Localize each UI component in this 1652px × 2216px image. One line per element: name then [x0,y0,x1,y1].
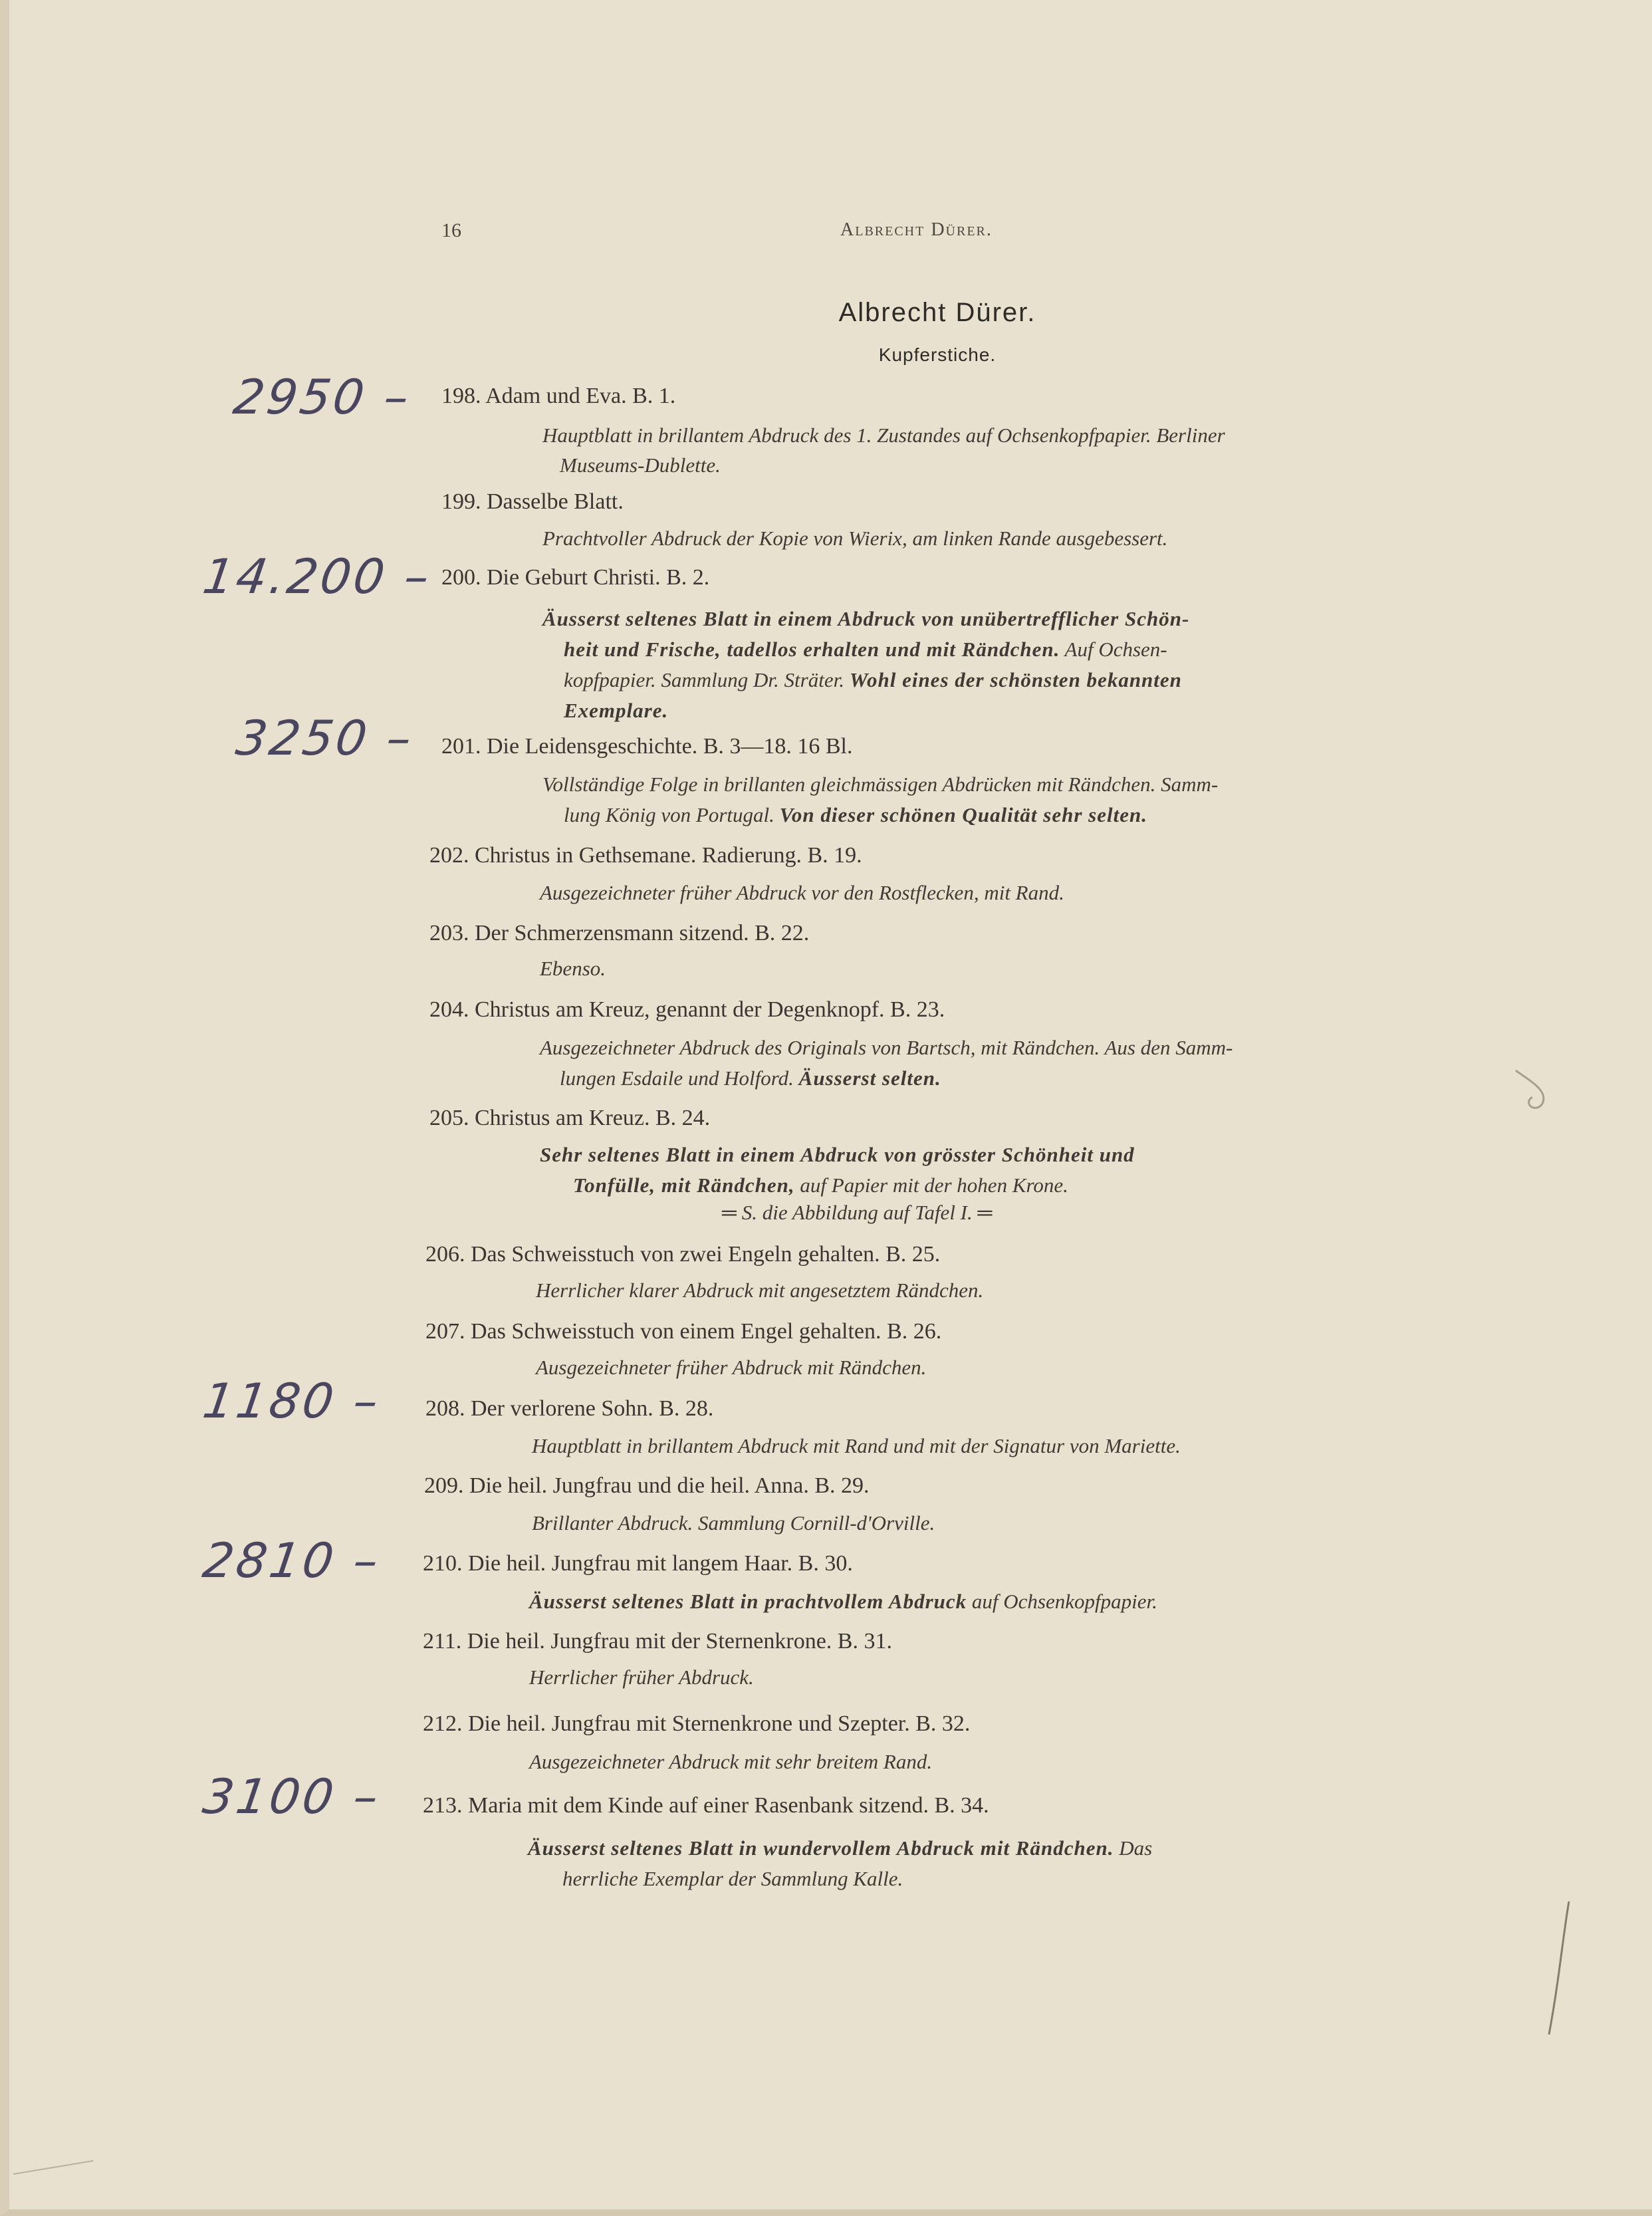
price-annotation: 3250 – [233,710,418,766]
entry-description: Hauptblatt in brillantem Abdruck des 1. Zustandes auf Ochsenkopfpapier. Berliner [542,424,1225,447]
entry-description: Museums-Dublette. [560,453,721,477]
section-title: Albrecht Dürer. [838,298,1036,327]
entry-title: 205. Christus am Kreuz. B. 24. [429,1106,711,1130]
entry-description: Herrlicher früher Abdruck. [529,1665,754,1689]
bold-text: Exemplare. [564,699,669,722]
price-annotation: 1180 – [199,1373,385,1429]
entry-description: Ausgezeichneter Abdruck des Originals von Bartsch, mit Rändchen. Aus den Samm- [540,1036,1233,1059]
entry-description: Ausgezeichneter früher Abdruck mit Rändchen. [536,1356,927,1379]
entry-title: 198. Adam und Eva. B. 1. [441,384,676,408]
bold-text: Von dieser schönen Qualität sehr selten. [779,803,1147,826]
bold-text: Wohl eines der schönsten bekannten [849,668,1182,691]
entry-title: 200. Die Geburt Christi. B. 2. [441,565,710,590]
entry-title: 204. Christus am Kreuz, genannt der Degenknopf. B. 23. [429,997,945,1022]
bold-text: Tonfülle, mit Rändchen, [573,1173,795,1197]
plain-text: lung König von Portugal. [564,803,774,826]
plain-text: auf Ochsenkopfpapier. [971,1590,1157,1613]
price-annotation: 2810 – [199,1533,385,1588]
plain-text: Das [1119,1836,1153,1860]
entry-title: 199. Dasselbe Blatt. [441,489,624,514]
bold-text: Äusserst seltenes Blatt in einem Abdruck von unübertrefflicher Schön- [542,607,1190,630]
entry-description: Ebenso. [540,957,606,980]
running-title: Albrecht Dürer. [840,219,993,240]
entry-title: 211. Die heil. Jungfrau mit der Sternenkrone. B. 31. [423,1629,892,1654]
entry-title: 203. Der Schmerzensmann sitzend. B. 22. [429,921,810,945]
entry-title: 209. Die heil. Jungfrau und die heil. Anna. B. 29. [424,1473,870,1498]
price-annotation: 3100 – [199,1769,385,1824]
entry-description: Ausgezeichneter früher Abdruck vor den Rostflecken, mit Rand. [540,881,1064,904]
price-annotation: 14.200 – [199,549,435,604]
price-annotation: 2950 – [230,369,415,425]
plate-reference: ═ S. die Abbildung auf Tafel I. ═ [722,1201,993,1224]
page-number: 16 [441,219,461,241]
plain-text: lungen Esdaile und Holford. [560,1066,794,1090]
entry-description: Prachtvoller Abdruck der Kopie von Wierix, am linken Rande ausgebessert. [542,527,1168,550]
entry-description: Brillanter Abdruck. Sammlung Cornill-d'Orville. [532,1511,935,1535]
entry-description: Vollständige Folge in brillanten gleichmässigen Abdrücken mit Rändchen. Samm- [542,773,1219,796]
entry-description: Ausgezeichneter Abdruck mit sehr breitem Rand. [529,1750,933,1773]
bold-text: Äusserst seltenes Blatt in prachtvollem Abdruck [529,1590,967,1613]
plain-text: auf Papier mit der hohen Krone. [800,1173,1068,1197]
plain-text: Auf Ochsen- [1064,638,1167,661]
entry-title: 213. Maria mit dem Kinde auf einer Rasenbank sitzend. B. 34. [423,1793,989,1818]
bold-text: Äusserst seltenes Blatt in wundervollem Abdruck mit Rändchen. [528,1836,1114,1860]
entry-title: 207. Das Schweisstuch von einem Engel gehalten. B. 26. [425,1319,942,1344]
bold-text: heit und Frische, tadellos erhalten und mit Rändchen. [564,638,1060,661]
bold-text: Sehr seltenes Blatt in einem Abdruck von grösster Schönheit und [540,1143,1135,1166]
plain-text: kopfpapier. Sammlung Dr. Sträter. [564,668,844,691]
bold-text: Äusserst selten. [798,1066,941,1090]
entry-title: 202. Christus in Gethsemane. Radierung. B. 19. [429,843,862,868]
entry-title: 208. Der verlorene Sohn. B. 28. [425,1396,714,1421]
entry-title: 201. Die Leidensgeschichte. B. 3—18. 16 Bl. [441,734,853,759]
entry-description: herrliche Exemplar der Sammlung Kalle. [562,1867,903,1890]
entry-title: 212. Die heil. Jungfrau mit Sternenkrone und Szepter. B. 32. [423,1711,971,1736]
entry-description: Hauptblatt in brillantem Abdruck mit Rand und mit der Signatur von Mariette. [532,1434,1181,1457]
entry-title: 206. Das Schweisstuch von zwei Engeln gehalten. B. 25. [425,1242,941,1267]
entry-description: Herrlicher klarer Abdruck mit angesetztem Rändchen. [536,1279,984,1302]
section-subtitle: Kupferstiche. [878,344,997,365]
entry-title: 210. Die heil. Jungfrau mit langem Haar. B. 30. [423,1551,853,1576]
